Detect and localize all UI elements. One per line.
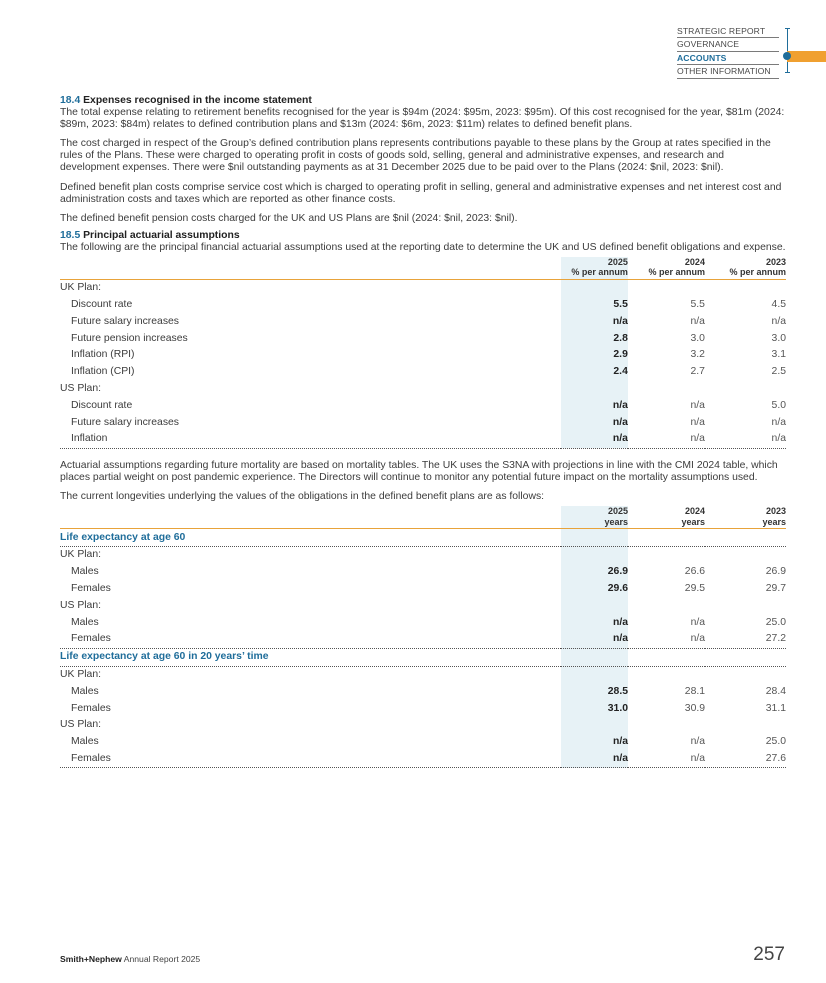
- column-header: 2024 years: [681, 506, 706, 527]
- table-row: Females 31.0 30.9 31.1: [60, 700, 786, 717]
- column-header: 2025 % per annum: [561, 257, 628, 280]
- nav-accounts[interactable]: ACCOUNTS: [677, 52, 779, 65]
- table-row: Discount rate 5.5 5.5 4.5: [60, 297, 786, 314]
- table-row: UK Plan:: [60, 279, 786, 296]
- table-row: Future salary increases n/a n/a n/a: [60, 313, 786, 330]
- section-heading-18-4: [60, 95, 786, 107]
- nav-track-line: [787, 28, 788, 72]
- footer-report: Annual Report 2025: [123, 954, 201, 964]
- paragraph: The current longevities underlying the values of the obligations in the defined benefit plans are as follows:: [60, 491, 545, 503]
- table-row: Females 29.6 29.5 29.7: [60, 581, 786, 598]
- table-row: Males n/a n/a 25.0: [60, 614, 786, 631]
- table-row: Discount rate n/a n/a 5.0: [60, 397, 786, 414]
- footer-brand: Smith+Nephew: [60, 954, 122, 964]
- table-row: US Plan:: [60, 597, 786, 614]
- assumptions-table: [60, 257, 786, 449]
- paragraph: The total expense relating to retirement benefits recognised for the year is $94m (2024: $95m, 2023: $95m). Of this cost recognised for the year, $81m (2024: $89m, 2023: $84m) relates to defined contribution plans and $13m (2024: $6m, 2023: $11m) relates to defined benefit plans.: [60, 106, 785, 130]
- table-group-row: Life expectancy at age 60: [60, 529, 786, 547]
- table-group-row: Life expectancy at age 60 in 20 years’ time: [60, 648, 786, 666]
- nav-other-information[interactable]: OTHER INFORMATION: [677, 65, 779, 78]
- page-number: 257: [753, 944, 785, 965]
- table-header-row: [60, 506, 786, 529]
- section-heading-18-5: [60, 230, 786, 242]
- column-header: 2025 years: [561, 506, 628, 529]
- nav-governance[interactable]: GOVERNANCE: [677, 38, 779, 51]
- paragraph: Actuarial assumptions regarding future mortality are based on mortality tables. The UK uses the S3NA with projections in line with the CMI 2024 table, which places partial weight on post pandemic experience. The Directors will continue to monitor any potential future impact on the mortality assumptions used.: [60, 459, 778, 483]
- page-content: [60, 95, 786, 768]
- nav-strategic-report[interactable]: STRATEGIC REPORT: [677, 25, 779, 38]
- table-row: US Plan:: [60, 381, 786, 398]
- table-row: Females n/a n/a 27.6: [60, 750, 786, 767]
- table-row: Future salary increases n/a n/a n/a: [60, 414, 786, 431]
- table-row: Inflation n/a n/a n/a: [60, 431, 786, 448]
- table-row: Males n/a n/a 25.0: [60, 734, 786, 751]
- section-number: 18.5: [60, 230, 81, 242]
- table-header-row: [60, 257, 786, 280]
- column-header: 2024 % per annum: [648, 256, 705, 278]
- column-header: 2023 % per annum: [729, 256, 786, 278]
- paragraph: The defined benefit pension costs charged for the UK and US Plans are $nil (2024: $nil, 2023: $nil).: [60, 213, 518, 225]
- table-row: US Plan:: [60, 717, 786, 734]
- table-row: Males 28.5 28.1 28.4: [60, 683, 786, 700]
- table-row: UK Plan:: [60, 546, 786, 563]
- footer-report-title: [60, 954, 200, 964]
- column-header: 2023 years: [762, 506, 786, 527]
- nav-tick: [785, 72, 790, 73]
- table-row: Males 26.9 26.6 26.9: [60, 564, 786, 581]
- nav-active-dot: [783, 52, 791, 60]
- longevity-table: [60, 506, 786, 768]
- paragraph: The cost charged in respect of the Group’s defined contribution plans represents contributions payable to these plans by the Group at rates specified in the rules of the Plans. These were charged to operating profit in costs of goods sold, selling, general and administrative expenses, and research and development expenses. There were $nil outstanding payments as at 31 December 2025 due to be paid over to the Plans (2024: $nil, 2023: $nil).: [60, 138, 771, 173]
- nav-tick: [785, 28, 790, 29]
- section-title: Principal actuarial assumptions: [83, 230, 240, 242]
- table-row: Inflation (CPI) 2.4 2.7 2.5: [60, 364, 786, 381]
- section-title: Expenses recognised in the income statement: [83, 95, 312, 106]
- table-row: Inflation (RPI) 2.9 3.2 3.1: [60, 347, 786, 364]
- paragraph: The following are the principal financial actuarial assumptions used at the reporting date to determine the UK and US defined benefit obligations and expense.: [60, 241, 786, 253]
- section-nav: [677, 25, 779, 79]
- table-row: Future pension increases 2.8 3.0 3.0: [60, 330, 786, 347]
- paragraph: Defined benefit plan costs comprise service cost which is charged to operating profit in selling, general and administrative expenses and net interest cost and administration costs and taxes which are reported as other finance costs.: [60, 181, 782, 205]
- table-row: Females n/a n/a 27.2: [60, 631, 786, 648]
- table-row: UK Plan:: [60, 666, 786, 683]
- section-number: 18.4: [60, 95, 81, 106]
- nav-active-bar: [787, 51, 826, 62]
